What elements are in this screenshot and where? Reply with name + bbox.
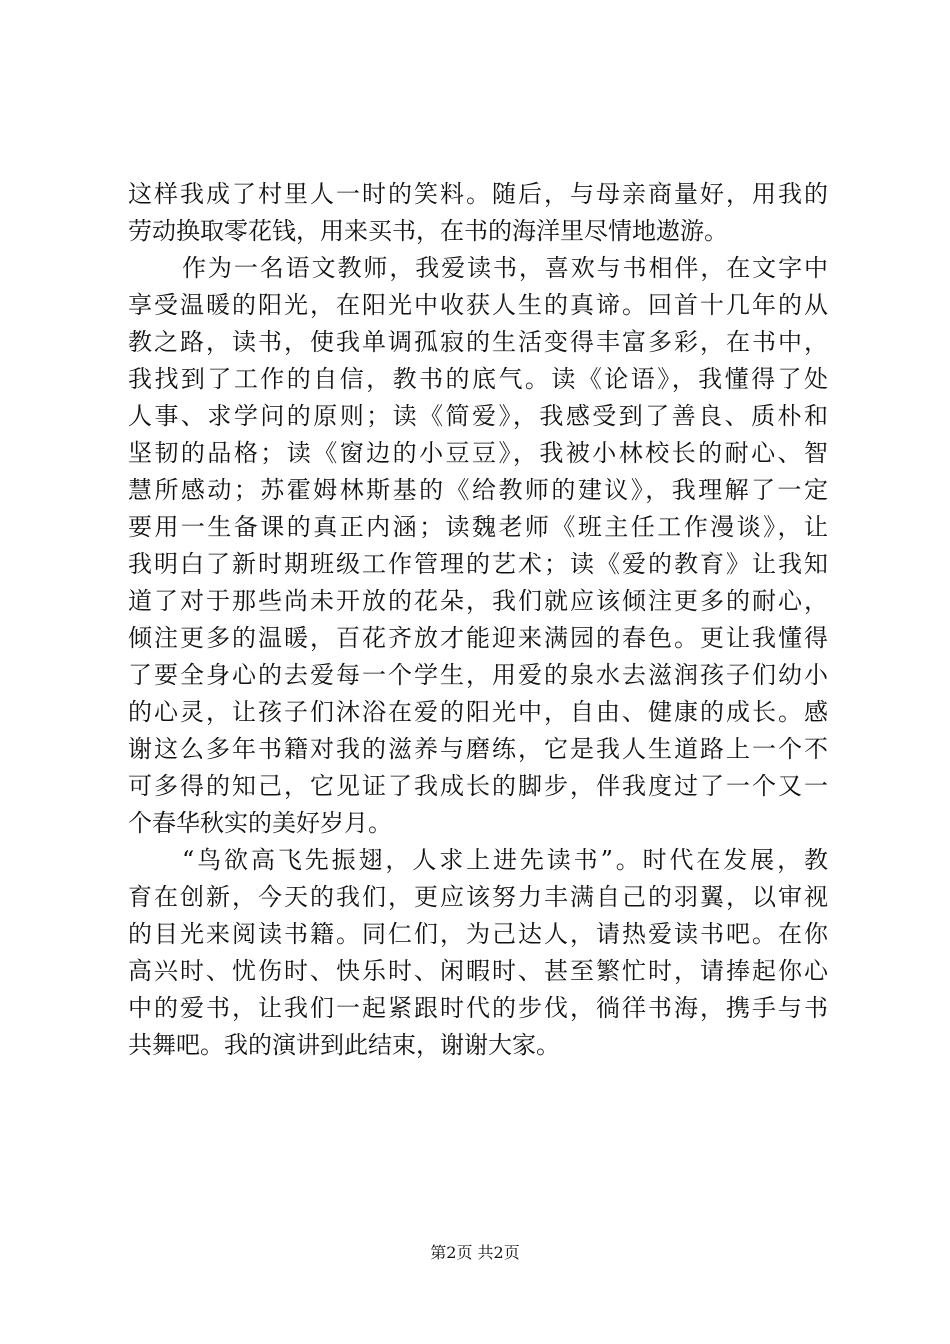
text-line: 我明白了新时期班级工作管理的艺术；读《爱的教育》让我知 bbox=[128, 550, 828, 578]
text-line: 道了对于那些尚未开放的花朵，我们就应该倾注更多的耐心， bbox=[128, 587, 828, 615]
text-line: 共舞吧。我的演讲到此结束，谢谢大家。 bbox=[128, 1031, 560, 1059]
text-line: 这样我成了村里人一时的笑料。随后，与母亲商量好，用我的 bbox=[128, 180, 828, 208]
body-text bbox=[128, 176, 828, 1064]
text-line: 教之路，读书，使我单调孤寂的生活变得丰富多彩，在书中， bbox=[128, 328, 828, 356]
text-line: 倾注更多的温暖，百花齐放才能迎来满园的春色。更让我懂得 bbox=[128, 624, 828, 652]
text-line: 劳动换取零花钱，用来买书，在书的海洋里尽情地遨游。 bbox=[128, 217, 728, 245]
text-line: 中的爱书，让我们一起紧跟时代的步伐，徜徉书海，携手与书 bbox=[128, 994, 828, 1022]
text-line: 要用一生备课的真正内涵；读魏老师《班主任工作漫谈》，让 bbox=[128, 513, 828, 541]
text-line: 可多得的知己，它见证了我成长的脚步，伴我度过了一个又一 bbox=[128, 772, 828, 800]
text-line: 了要全身心的去爱每一个学生，用爱的泉水去滋润孩子们幼小 bbox=[128, 661, 828, 689]
text-line: 作为一名语文教师，我爱读书，喜欢与书相伴，在文字中 bbox=[182, 254, 828, 282]
text-line: 谢这么多年书籍对我的滋养与磨练，它是我人生道路上一个不 bbox=[128, 735, 828, 763]
text-line: 的心灵，让孩子们沐浴在爱的阳光中，自由、健康的成长。感 bbox=[128, 698, 828, 726]
page-footer: 第2页 共2页 bbox=[430, 1243, 520, 1262]
text-line: 的目光来阅读书籍。同仁们，为己达人，请热爱读书吧。在你 bbox=[128, 920, 828, 948]
text-line: 育在创新，今天的我们，更应该努力丰满自己的羽翼，以审视 bbox=[128, 883, 828, 911]
text-line: 我找到了工作的自信，教书的底气。读《论语》，我懂得了处 bbox=[128, 365, 828, 393]
text-line: 坚韧的品格；读《窗边的小豆豆》，我被小林校长的耐心、智 bbox=[128, 439, 828, 467]
text-line: 享受温暖的阳光，在阳光中收获人生的真谛。回首十几年的从 bbox=[128, 291, 828, 319]
text-line: 慧所感动；苏霍姆林斯基的《给教师的建议》，我理解了一定 bbox=[128, 476, 828, 504]
text-line: 个春华秋实的美好岁月。 bbox=[128, 809, 392, 837]
text-line: 高兴时、忧伤时、快乐时、闲暇时、甚至繁忙时，请捧起你心 bbox=[128, 957, 828, 985]
text-line: 人事、求学问的原则；读《简爱》，我感受到了善良、质朴和 bbox=[128, 402, 828, 430]
text-line: “鸟欲高飞先振翅，人求上进先读书”。时代在发展，教 bbox=[182, 846, 828, 874]
